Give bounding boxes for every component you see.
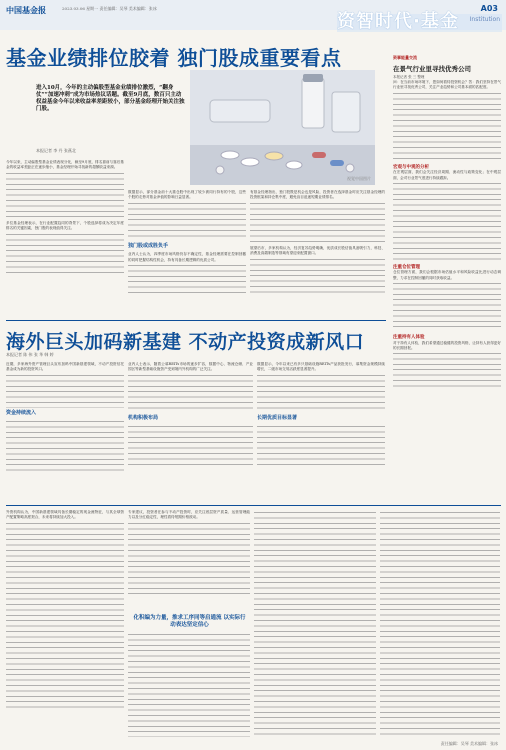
article1-column-3 (250, 190, 385, 315)
section-subtitle: Institution (469, 16, 500, 23)
masthead-meta: 2023.03.06 星期一 责任编辑：吴琴 美术编辑：张冰 (62, 6, 157, 11)
text-lines (128, 201, 246, 241)
section-title: 资智时代·基金 (337, 11, 459, 32)
sidebar-body (393, 80, 501, 391)
text-lines (6, 521, 124, 711)
article2-paragraph: 近期，多家海外资产管理巨头宣布加码中国新基建领域，不动产投资信托基金成为新的投资风口。 (6, 362, 124, 372)
article2-headline: 海外巨头加码新基建 不动产投资成新风口 (6, 331, 365, 353)
article1-lede: 进入10月，今年的主动偏股型基金业绩排位激烈，“翻身仗”“加速冲刺”成为市场热议话题。截至9月底，数百只主动权益基金今年以来收益率差距较小，部分基金经理开始关注独门股。 (36, 85, 185, 112)
article2-column-3 (257, 362, 385, 497)
masthead-brand: 中国基金报 (6, 5, 46, 15)
bottom-column-2 (128, 510, 250, 610)
page-number: A03 (480, 4, 498, 13)
article2-column-1 (6, 362, 124, 497)
text-lines (257, 424, 385, 469)
text-lines (6, 232, 124, 277)
article1-byline: 本报记者 李 丹 张燕北 (36, 148, 76, 153)
sidebar-paragraph: 在宏观层面，我们会关注经济周期、流动性与政策变化；在中观层面，会对行业景气度进行持续跟踪。 (393, 170, 501, 180)
bottom-column-3 (254, 510, 376, 735)
text-lines (128, 263, 246, 293)
photo-caption: 视觉中国图片 (347, 176, 371, 181)
text-lines (257, 373, 385, 413)
section-divider (6, 320, 386, 321)
text-lines (128, 373, 253, 413)
article1-column-2 (128, 190, 246, 315)
article2-subhead: 资金持续流入 (6, 409, 37, 416)
text-lines (393, 181, 501, 261)
sidebar-headline: 在景气行业里寻找优秀公司 (393, 65, 471, 73)
text-lines (128, 424, 253, 469)
text-lines (128, 521, 250, 596)
masthead (0, 0, 506, 30)
bottom-paragraph: 专家建议，投资者在参与不动产投资时，应关注底层资产质量、运营管理能力以及分红稳定性，理性看待短期价格波动。 (128, 510, 250, 520)
text-lines (380, 510, 500, 735)
text-lines (128, 632, 250, 737)
article2-byline: 本报记者 陈 伟 张 华 韩 婷 (6, 352, 54, 357)
article2-subhead: 长期优质目标显著 (257, 414, 298, 421)
section-divider (6, 505, 501, 506)
article1-paragraph: 有基金经理指出，独门股既是机会也是风险，投资者在选择基金时应关注基金经理的投资框架和持仓集中度，避免盲目追逐短期业绩排名。 (250, 190, 385, 200)
text-lines (254, 510, 376, 735)
sidebar-subhead: 注重持有人体验 (393, 335, 425, 341)
article1-column-1 (6, 160, 124, 315)
sidebar-byline: 本报记者 张 三 整理 (393, 75, 425, 79)
article1-photo (190, 70, 375, 185)
text-lines (250, 201, 385, 246)
text-lines (6, 171, 124, 221)
bottom-column-2b (128, 632, 250, 737)
article1-paragraph: 展望后市，多家机构认为，经济复苏趋势明确，优质成长股估值具备吸引力，科技、消费及高端制造等领域有望迎来配置窗口。 (250, 245, 385, 256)
sidebar-interview (393, 55, 501, 505)
sidebar-paragraph: 仓位管理方面，我们会根据市场估值水平和风险收益比进行动态调整，力求在控制回撤的同时获取收益。 (393, 270, 501, 280)
bottom-column-1 (6, 510, 124, 735)
article1-paragraph: 数据显示，部分基金前十大重仓股中出现了较少被同行持有的个股，这些个股的走势对基金净值的影响日益显著。 (128, 190, 246, 200)
article1-paragraph: 今年以来，主动偏股型基金业绩表现分化，截至9月底，排名靠前与靠后基金的收益率差距正在逐步缩小，基金经理开始寻找新的超额收益来源。 (6, 160, 124, 170)
article1-paragraph: 业内人士认为，四季度市场风格仍存不确定性，基金经理需要在控制回撤的同时把握结构性机会，持有具备长期逻辑的优质公司。 (128, 252, 246, 262)
sidebar-paragraph: 问：在当前市场环境下，您如何看待投资机会？答：我们坚持在景气行业里寻找优秀公司，关注产业趋势和公司基本面的匹配度。 (393, 80, 501, 90)
text-lines (6, 373, 124, 408)
text-lines (6, 419, 124, 474)
article2-paragraph: 数据显示，今年以来已有多只基础设施REITs产品获批发行，募集资金规模持续增长，二级市场交易活跃度显著提升。 (257, 362, 385, 372)
text-lines (393, 281, 501, 331)
sidebar-tag: 资事能量交流 (393, 55, 417, 60)
article2-subhead: 机构积极布局 (128, 414, 159, 421)
text-lines (393, 351, 501, 391)
sidebar-subhead: 宏观与中观的分析 (393, 164, 429, 170)
text-lines (250, 257, 385, 297)
page-footer: 责任编辑：吴琴 美术编辑：张冰 (440, 741, 498, 746)
article2-paragraph: 业内人士表示，随着公募REITs市场的逐步扩容，数据中心、物流仓储、产业园区等新型基础设施资产受到境内外机构的广泛关注。 (128, 362, 253, 372)
bottom-subhead: 化积编为力量，推求工序同等启通流 以实际行动表达坚定信心 (133, 615, 246, 628)
medicine-photo-illustration (190, 70, 375, 185)
sidebar-subhead: 注重仓位管理 (393, 265, 420, 271)
sidebar-paragraph: 对于持有人体验，我们希望通过稳健的投资风格，让持有人获得更好的长期回报。 (393, 340, 501, 351)
bottom-column-4 (380, 510, 500, 735)
article1-subhead: 独门股或成胜负手 (128, 242, 169, 249)
article2-column-2 (128, 362, 253, 497)
bottom-paragraph: 外资机构认为，中国新基建领域具备长期稳定的现金流特征，与其全球资产配置策略高度契合，未来将持续加大投入。 (6, 510, 124, 520)
article1-headline: 基金业绩排位胶着 独门股成重要看点 (6, 46, 342, 70)
text-lines (393, 91, 501, 161)
article1-paragraph: 多位基金经理表示，在行业配置趋同的背景下，个股选择将成为决定年度排名的关键因素，独门股的表现值得关注。 (6, 220, 124, 231)
